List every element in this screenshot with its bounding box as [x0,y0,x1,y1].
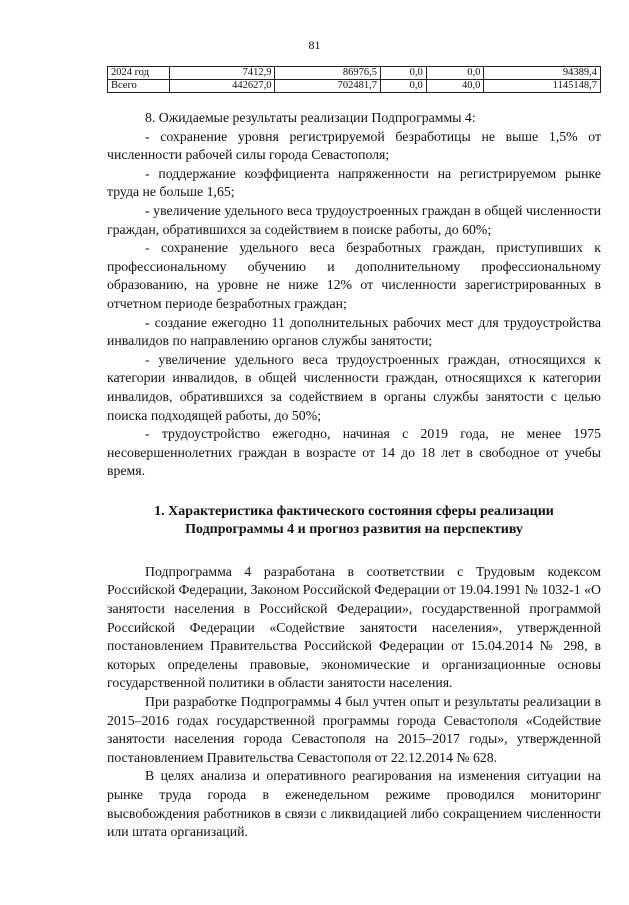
table-cell: 0,0 [426,67,484,80]
list-item: - поддержание коэффициента напряженности на регистрируемом рынке труда не больше 1,65; [107,165,601,200]
table-cell: 442627,0 [170,80,275,93]
document-body [107,109,601,842]
list-item: - увеличение удельного веса трудоустроенных граждан в общей численности граждан, обратившихся за содействием в поиске работы, до 60%; [107,202,601,237]
list-item: - создание ежегодно 11 дополнительных рабочих мест для трудоустройства инвалидов по направлению органов службы занятости; [107,314,601,349]
table-cell: 7412,9 [170,67,275,80]
list-item: - увеличение удельного веса трудоустроенных граждан, относящихся к категории инвалидов, в общей численности граждан, относящихся к категории инвалидов, обратившихся за содействием в органы службы занятости с целью поиска подходящей работы, до 50%; [107,351,601,423]
table-cell: 94389,4 [484,67,601,80]
table-cell: 86976,5 [275,67,380,80]
list-item: - сохранение удельного веса безработных граждан, приступивших к профессиональному обучению и дополнительному профессиональному образованию, на уровне не ниже 12% от численности зарегистрированных в отчетном периоде безработных граждан; [107,240,601,311]
funding-table [107,66,601,93]
table-cell: 1145148,7 [484,80,601,93]
list-item: - трудоустройство ежегодно, начиная с 2019 года, не менее 1975 несовершеннолетних граждан в возрасте от 14 до 18 лет в свободное от учебы время. [107,426,601,479]
table-cell: 702481,7 [275,80,380,93]
row-label: 2024 год [108,67,170,80]
table-row [108,80,601,93]
paragraph: При разработке Подпрограммы 4 был учтен опыт и результаты реализации в 2015–2016 годах государственной программы города Севастополя «Содействие занятости населения города Севастополя на 2015–2017 годы», утвержденной постановлением Правительства Севастополя от 22.12.2014 № 628. [107,694,601,765]
section-title-line: Подпрограммы 4 и прогноз развития на перспективу [185,521,523,537]
table-cell: 0,0 [380,67,426,80]
table-row [108,67,601,80]
row-label: Всего [108,80,170,93]
section-title-line: 1. Характеристика фактического состояния сферы реализации [154,503,554,519]
page-number: 81 [308,38,321,52]
paragraph: Подпрограмма 4 разработана в соответствии с Трудовым кодексом Российской Федерации, Законом Российской Федерации от 19.04.1991 № 1032-1 «О занятости населения в Российской Федерации», государственной программой Российской Федерации «Содействие занятости населения», утвержденной постановлением Правительства Российской Федерации от 15.04.2014 № 298, в которых определены правовые, экономические и организационные основы государственной политики в области занятости населения. [107,563,601,691]
paragraph: В целях анализа и оперативного реагирования на изменения ситуации на рынке труда города в еженедельном режиме проводился мониторинг высвобождения работников в связи с ликвидацией либо сокращением численности или штата организаций. [107,768,601,840]
results-heading: 8. Ожидаемые результаты реализации Подпрограммы 4: [145,110,476,125]
table-cell: 0,0 [380,80,426,93]
table-cell: 40,0 [426,80,484,93]
list-item: - сохранение уровня регистрируемой безработицы не выше 1,5% от численности рабочей силы города Севастополя; [107,128,601,163]
section-title [107,503,601,539]
